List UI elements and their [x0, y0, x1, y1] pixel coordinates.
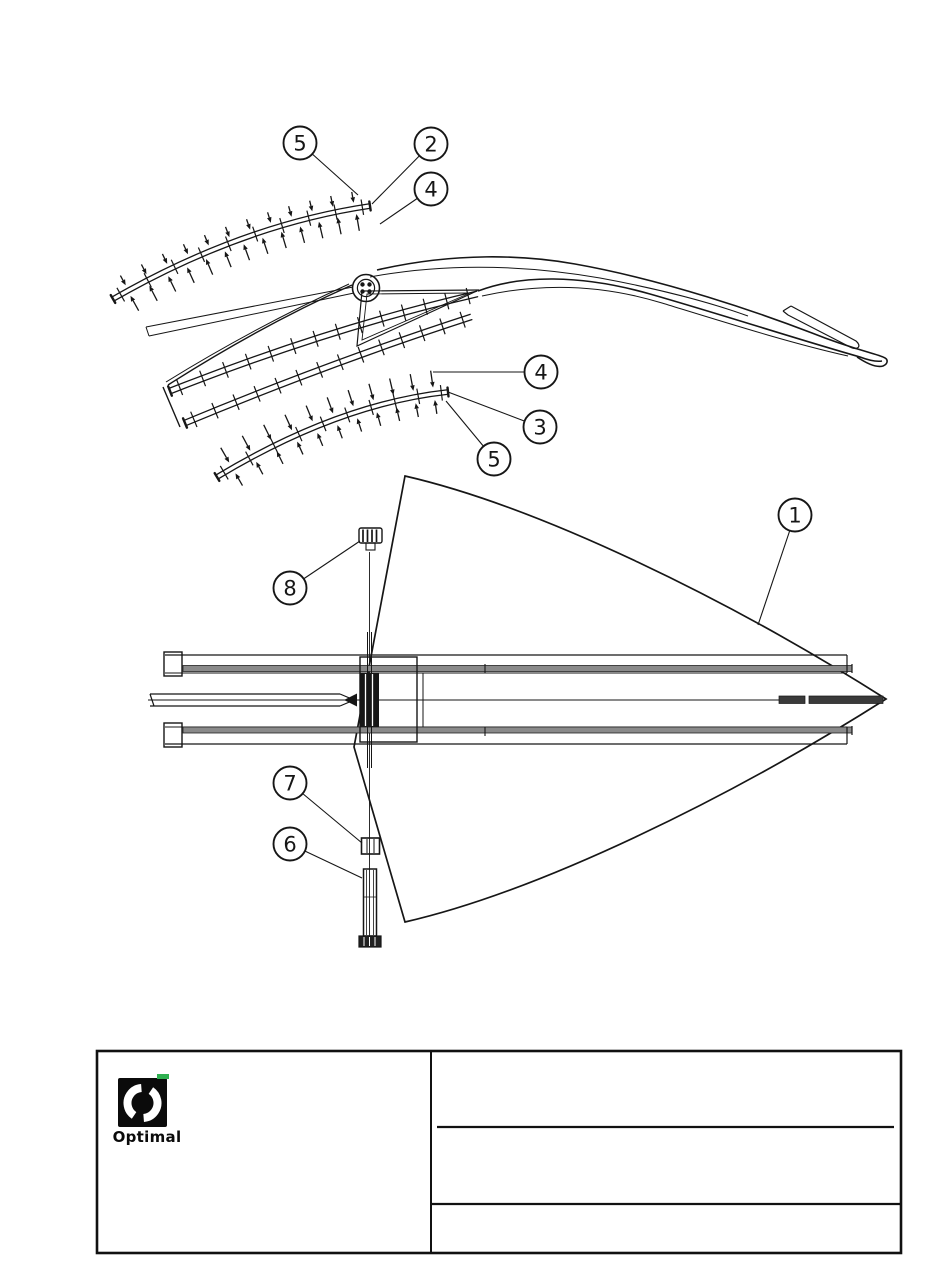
- callout-number: 1: [788, 503, 802, 528]
- direction-arrow-head: [225, 251, 229, 257]
- edge-tick: [245, 354, 251, 370]
- edge-tick: [268, 346, 273, 362]
- edge-tick: [417, 389, 420, 404]
- strip-edge: [218, 394, 448, 479]
- direction-arrow-head: [337, 425, 341, 431]
- direction-arrow-head: [357, 418, 361, 424]
- direction-arrow-stem: [227, 256, 231, 267]
- bolt-item6: [359, 869, 381, 947]
- direction-arrow-stem: [208, 264, 212, 275]
- direction-arrow-stem: [152, 291, 157, 301]
- blade-bottom-edge: [478, 279, 882, 361]
- direction-arrow-stem: [310, 201, 311, 206]
- direction-arrow-stem: [264, 243, 268, 254]
- direction-arrow-stem: [141, 264, 144, 269]
- edge-tick: [291, 338, 296, 354]
- logo-green-accent: [157, 1074, 169, 1079]
- callout-2: [415, 128, 448, 161]
- direction-arrow-stem: [162, 254, 164, 259]
- edge-tick: [445, 293, 449, 309]
- strip-edge: [186, 320, 472, 426]
- point-rib-left: [779, 696, 805, 704]
- direction-arrow-stem: [279, 456, 283, 464]
- callout-5-mid: [478, 443, 511, 476]
- callout-number: 5: [293, 131, 307, 156]
- logo-brand-text: Optimal: [112, 1128, 182, 1146]
- direction-arrow-head: [414, 403, 419, 409]
- direction-arrow-head: [349, 400, 353, 406]
- direction-arrow-stem: [204, 235, 206, 240]
- direction-arrow-stem: [289, 206, 290, 211]
- mounted-edge-band-lower: [183, 312, 472, 428]
- edge-tick: [280, 218, 284, 233]
- direction-arrow-head: [225, 231, 229, 237]
- edge-tick: [223, 362, 229, 378]
- direction-arrow-stem: [320, 227, 323, 238]
- edge-tick: [335, 324, 340, 340]
- callout-7: [274, 767, 307, 800]
- direction-arrow-stem: [189, 272, 194, 282]
- callout-4-mid: [525, 356, 558, 389]
- sweep-outline: [354, 476, 886, 922]
- direction-arrow-stem: [246, 249, 250, 260]
- direction-arrow-stem: [436, 405, 437, 413]
- direction-arrow-stem: [352, 192, 353, 197]
- edge-tick: [337, 354, 343, 370]
- direction-arrow-stem: [238, 478, 242, 485]
- edge-tick: [313, 331, 318, 347]
- direction-arrow-head: [206, 259, 210, 265]
- edge-tick: [177, 380, 183, 395]
- direction-arrow-head: [350, 197, 355, 203]
- edge-tick: [440, 385, 442, 400]
- edge-tick: [379, 340, 385, 356]
- edge-tick: [401, 305, 405, 321]
- knife-strip-bottom: [215, 371, 449, 486]
- direction-arrow-stem: [378, 418, 380, 426]
- direction-arrow-stem: [390, 378, 393, 389]
- edge-tick: [275, 378, 281, 393]
- bolt-section: [360, 673, 380, 727]
- direction-arrow-stem: [431, 371, 433, 382]
- blade-left-arm-edge: [168, 285, 352, 385]
- edge-tick: [271, 439, 278, 453]
- title-block: [97, 1051, 901, 1253]
- direction-arrow-stem: [299, 447, 303, 455]
- screw-item8: [359, 528, 382, 550]
- direction-arrow-stem: [339, 430, 342, 438]
- direction-arrow-head: [390, 389, 394, 395]
- direction-arrow-head: [317, 433, 321, 439]
- edge-tick: [296, 427, 302, 441]
- nut-lines: [367, 839, 374, 853]
- direction-arrow-stem: [221, 448, 227, 458]
- direction-arrow-head: [243, 244, 247, 250]
- edge-tick: [254, 386, 260, 401]
- title-block-border: [97, 1051, 901, 1253]
- direction-arrow-head: [318, 222, 322, 228]
- edge-tick: [420, 325, 425, 341]
- strip-edge: [216, 390, 448, 475]
- direction-arrow-stem: [133, 301, 139, 311]
- edge-tick: [296, 370, 302, 386]
- callout-number: 4: [534, 360, 548, 385]
- plan-view: [148, 476, 886, 947]
- edge-tick: [212, 403, 218, 418]
- top-bar-band: [183, 666, 852, 672]
- edge-tick: [226, 236, 232, 251]
- direction-arrow-head: [355, 214, 360, 220]
- direction-arrow-stem: [183, 244, 185, 249]
- direction-arrow-stem: [242, 436, 247, 446]
- direction-arrow-stem: [285, 415, 290, 425]
- edge-tick: [399, 332, 404, 348]
- side-view: [111, 192, 887, 486]
- strip-edge: [184, 314, 470, 420]
- direction-arrow-head: [299, 226, 303, 232]
- pivot-hub: [353, 275, 380, 302]
- edge-tick: [460, 312, 465, 328]
- nut-body: [362, 838, 380, 854]
- direction-arrow-stem: [331, 196, 332, 201]
- callout-leaders: [290, 143, 795, 878]
- direction-arrow-stem: [264, 425, 269, 435]
- edge-tick: [200, 371, 206, 387]
- direction-arrow-stem: [226, 227, 228, 232]
- direction-arrow-stem: [357, 219, 359, 230]
- bolt-shank: [364, 869, 377, 936]
- callout-6: [274, 828, 307, 861]
- bottom-bar-band: [183, 727, 852, 733]
- direction-arrow-head: [329, 407, 333, 413]
- direction-arrow-head: [410, 385, 415, 391]
- direction-arrow-stem: [306, 406, 310, 417]
- direction-arrow-stem: [359, 424, 362, 432]
- callout-number: 2: [424, 132, 438, 157]
- edge-tick: [320, 417, 326, 432]
- edge-tick: [191, 412, 197, 427]
- callout-1: [779, 499, 812, 532]
- direction-arrow-head: [330, 201, 335, 207]
- direction-arrow-stem: [120, 276, 123, 281]
- callout-3: [524, 411, 557, 444]
- direction-arrow-head: [246, 224, 250, 230]
- blade-tip: [857, 357, 887, 366]
- edge-tick: [198, 248, 204, 262]
- callout-number: 6: [283, 832, 297, 857]
- direction-arrow-stem: [417, 409, 419, 417]
- direction-arrow-head: [267, 217, 271, 223]
- point-rib-right: [809, 696, 883, 704]
- direction-arrow-head: [430, 382, 435, 388]
- callout-number: 5: [487, 447, 501, 472]
- direction-arrow-head: [433, 400, 438, 406]
- direction-arrow-stem: [283, 237, 286, 248]
- direction-arrow-head: [262, 238, 266, 244]
- edge-tick: [253, 227, 258, 242]
- edge-tick: [345, 408, 350, 423]
- callout-number: 3: [533, 415, 547, 440]
- callout-8: [274, 572, 307, 605]
- callout-5-top: [284, 127, 317, 160]
- direction-arrow-stem: [410, 374, 412, 385]
- edge-tick: [358, 347, 364, 363]
- nut-item7: [362, 838, 380, 854]
- edge-tick: [380, 311, 385, 327]
- edge-tick: [307, 211, 311, 226]
- bolt-shank-lines: [364, 870, 377, 935]
- rod-arrowhead: [344, 694, 357, 707]
- strip-edge: [112, 204, 370, 297]
- edge-tick: [440, 319, 445, 335]
- edge-tick: [144, 273, 151, 287]
- callout-number: 4: [424, 177, 438, 202]
- screw-head-knurl: [363, 530, 377, 543]
- callout-number: 8: [283, 576, 297, 601]
- direction-arrow-stem: [369, 384, 372, 395]
- company-logo: [113, 1074, 182, 1146]
- direction-arrow-stem: [247, 219, 249, 224]
- direction-arrow-stem: [319, 438, 322, 446]
- direction-arrow-head: [309, 205, 313, 211]
- edge-tick: [233, 394, 239, 409]
- callout-4-top: [415, 173, 448, 206]
- pivot-hole: [360, 282, 364, 286]
- strip-edge: [114, 208, 370, 301]
- direction-arrow-stem: [259, 467, 263, 474]
- direction-arrow-stem: [398, 413, 400, 421]
- direction-arrow-head: [370, 394, 374, 400]
- edge-tick: [369, 400, 373, 415]
- edge-tick: [171, 260, 178, 274]
- screw-neck: [366, 543, 375, 550]
- direction-arrow-head: [204, 239, 208, 245]
- mounted-edge-band-upper: [168, 288, 477, 396]
- wedge-bar: [146, 287, 354, 336]
- edge-tick: [317, 362, 323, 378]
- strip-end-cap: [369, 202, 370, 211]
- direction-arrow-stem: [302, 232, 305, 243]
- pivot-hole: [367, 282, 371, 286]
- direction-arrow-stem: [339, 223, 341, 234]
- direction-arrow-head: [308, 415, 312, 421]
- direction-arrow-head: [376, 412, 380, 418]
- knife-strip-top: [111, 192, 371, 311]
- edge-tick: [393, 394, 397, 409]
- direction-arrow-head: [288, 211, 292, 217]
- edge-tick: [334, 204, 337, 219]
- callout-number: 7: [283, 771, 297, 796]
- direction-arrow-stem: [268, 212, 270, 217]
- edge-tick: [246, 452, 253, 466]
- direction-arrow-stem: [327, 397, 331, 408]
- direction-arrow-stem: [348, 390, 352, 401]
- pivot-outer-ring: [353, 275, 380, 302]
- edge-tick: [361, 199, 363, 214]
- direction-arrow-stem: [171, 281, 176, 291]
